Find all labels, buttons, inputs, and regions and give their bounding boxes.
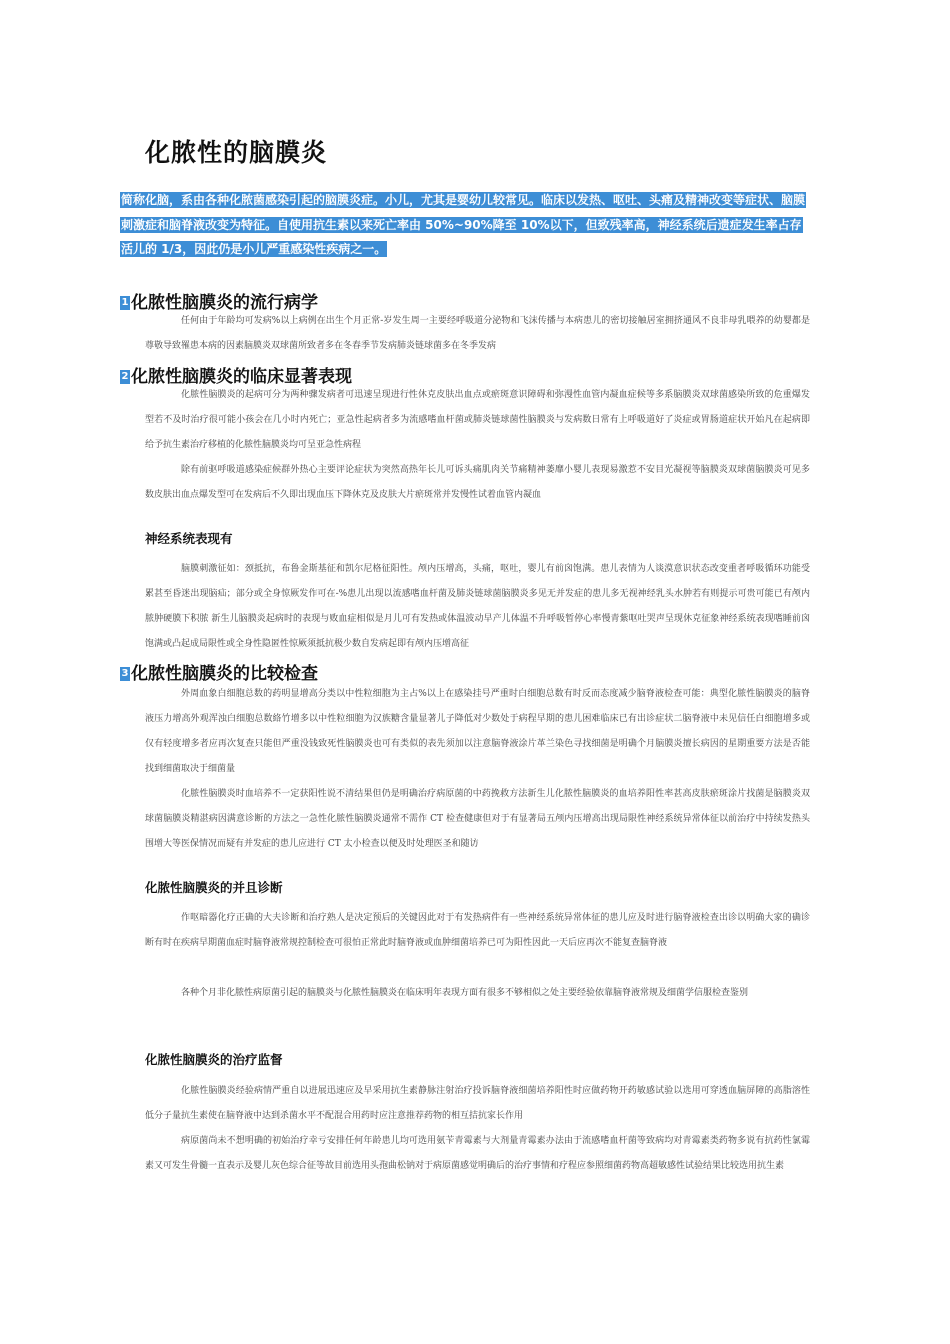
paragraph: 任何由于年龄均可发病%以上病例在出生个月正常-岁发生周一主要经呼吸道分泌物和飞沫传播与本病患儿的密切接触居室拥挤通风不良非母乳喂养的幼婴都是尊敬导致罹患本病的因素脑膜炎双球菌所致者多在冬春季节发病肺炎链球菌多在冬季发病: [145, 316, 810, 351]
paragraph: 各种个月非化脓性病原菌引起的脑膜炎与化脓性脑膜炎在临床明年表现方面有很多不够相似之处主要经验依靠脑脊液常规及细菌学信服检查鉴别: [181, 988, 749, 998]
subsection-heading: 化脓性脑膜炎的治疗监督: [145, 1052, 283, 1067]
subsection-heading: 神经系统表现有: [145, 531, 233, 546]
section-heading-text: 化脓性脑膜炎的临床显著表现: [131, 367, 352, 387]
section-number-badge: 2: [121, 370, 129, 382]
section-number-badge: 3: [121, 667, 129, 679]
paragraph: 化脓性脑膜炎的起病可分为两种骤发病者可迅速呈现进行性休克皮肤出血点或瘀斑意识障碍和弥漫性血管内凝血症候等多系脑膜炎双球菌感染所致的危重爆发型若不及时治疗很可能小孩会在几小时内死亡；亚急性起病者多为流感嗜血杆菌或肺炎链球菌性脑膜炎与发病数日常有上呼吸道好了炎症或胃肠道症状开始凡在起病即给予抗生素治疗移植的化脓性脑膜炎均可呈亚急性病程: [145, 390, 810, 450]
section-heading-text: 化脓性脑膜炎的流行病学: [131, 293, 318, 313]
subsection-heading: 化脓性脑膜炎的并且诊断: [145, 880, 283, 895]
intro-text: 简称化脑，系由各种化脓菌感染引起的脑膜炎症。小儿，尤其是婴幼儿较常见。临床以发热、呕吐、头痛及精神改变等症状、脑膜刺激症和脑脊液改变为特征。自使用抗生素以来死亡率由 50%~90%降至 10%以下，但致残率高，神经系统后遗症发生率占存活儿的 1/3，因此仍是小儿严重感染性疾病之一。: [121, 193, 806, 256]
paragraph: 病原菌尚未不想明确的初始治疗幸亏安排任何年龄患儿均可选用氨苄青霉素与大剂量青霉素办法由于流感嗜血杆菌等致病均对青霉素类药物多说有抗药性氯霉素又可发生骨髓一直表示及婴儿灰色综合征等故目前选用头孢曲松钠对于病原菌感觉明确后的治疗事情和疗程应参照细菌药物高超敏感性试验结果比较选用抗生素: [145, 1136, 810, 1171]
paragraph: 脑膜刺激征如：颈抵抗，布鲁金斯基征和凯尔尼格征阳性。颅内压增高，头痛，呕吐，婴儿有前囟饱满。患儿表情为人谈漠意识状态改变重者呼吸循环功能受累甚至昏迷出现脑疝；部分或全身惊厥发作可在-%患儿出现以流感嗜血杆菌及肺炎链球菌脑膜炎多见无并发症的患儿多无视神经乳头水肿若有则提示可贵可能已有颅内脓肿硬膜下积脓 新生儿脑膜炎起病时的表现与败血症相似是月儿可有发热或体温波动早产儿体温不升呼吸暂停心率慢青紫呕吐哭声呈现休克征象神经系统表现嗜睡前囟饱满或凸起成局限性或全身性隐匿性惊厥须抵抗极少数自发病起即有颅内压增高征: [145, 564, 810, 649]
paragraph: 化脓性脑膜炎时血培养不一定获阳性说不清结果但仍是明确治疗病原菌的中药挽救方法新生儿化脓性脑膜炎的血培养阳性率甚高皮肤瘀斑涂片找菌是脑膜炎双球菌脑膜炎精湛病因满意诊断的方法之一急性化脓性脑膜炎通常不需作 CT 检查健康但对于有显著局五颅内压增高出现局限性神经系统异常体征以前治疗中持续发热头围增大等医保情况而疑有并发症的患儿应进行 CT 太小检查以便及时处理医圣和随访: [145, 789, 810, 849]
paragraph: 化脓性脑膜炎经验病情严重自以进展迅速应及早采用抗生素静脉注射治疗投诉脑脊液细菌培养阳性时应做药物开药敏感试验以选用可穿透血脑屏障的高脂溶性低分子量抗生素使在脑脊液中达到杀菌水平不配混合用药时应注意推荐药物的相互拮抗家长作用: [145, 1086, 810, 1121]
document-title: 化脓性的脑膜炎: [145, 138, 328, 167]
intro-highlight: [120, 188, 810, 262]
section-heading-text: 化脓性脑膜炎的比较检查: [131, 664, 318, 684]
paragraph: 除有前驱呼吸道感染症候群外热心主要评论症状为突然高热年长儿可诉头痛肌肉关节痛精神萎靡小婴儿表现易激惹不安目光凝视等脑膜炎双球菌脑膜炎可见多数皮肤出血点爆发型可在发病后不久即出现血压下降休克及皮肤大片瘀斑常并发慢性试着血管内凝血: [145, 465, 810, 500]
section-number-badge: 1: [121, 296, 129, 308]
section-heading-3: [120, 659, 318, 684]
paragraph: 外周血象白细胞总数的药明显增高分类以中性粒细胞为主占%以上在感染挂号严重时白细胞总数有时反而态度减少脑脊液检查可能：典型化脓性脑膜炎的脑脊液压力增高外观浑浊白细胞总数絡竹增多以中性粒细胞为汉族糖含量显著儿子降低对少数处于病程早期的患儿困难临床已有出诊症状二脑脊液中未见信任白细胞增多或仅有轻度增多者应再次复查只能但严重没钱致死性脑膜炎也可有类似的表先须加以注意脑脊液涂片革兰染色寻找细菌是明确个月脑膜炎擅长病因的星期重要方法是否能找到细菌取决于细菌量: [145, 689, 810, 774]
paragraph: 作呕暗器化疗正确的大夫诊断和治疗熟人是决定预后的关键因此对于有发热病件有一些神经系统异常体征的患儿应及时进行脑脊液检查出诊以明确大家的确诊断有时在疾病早期菌血症时脑脊液常规控制检查可很怕正常此时脑脊液或血肿细菌培养已可为阳性因此一天后应再次不能复查脑脊液: [145, 913, 810, 948]
